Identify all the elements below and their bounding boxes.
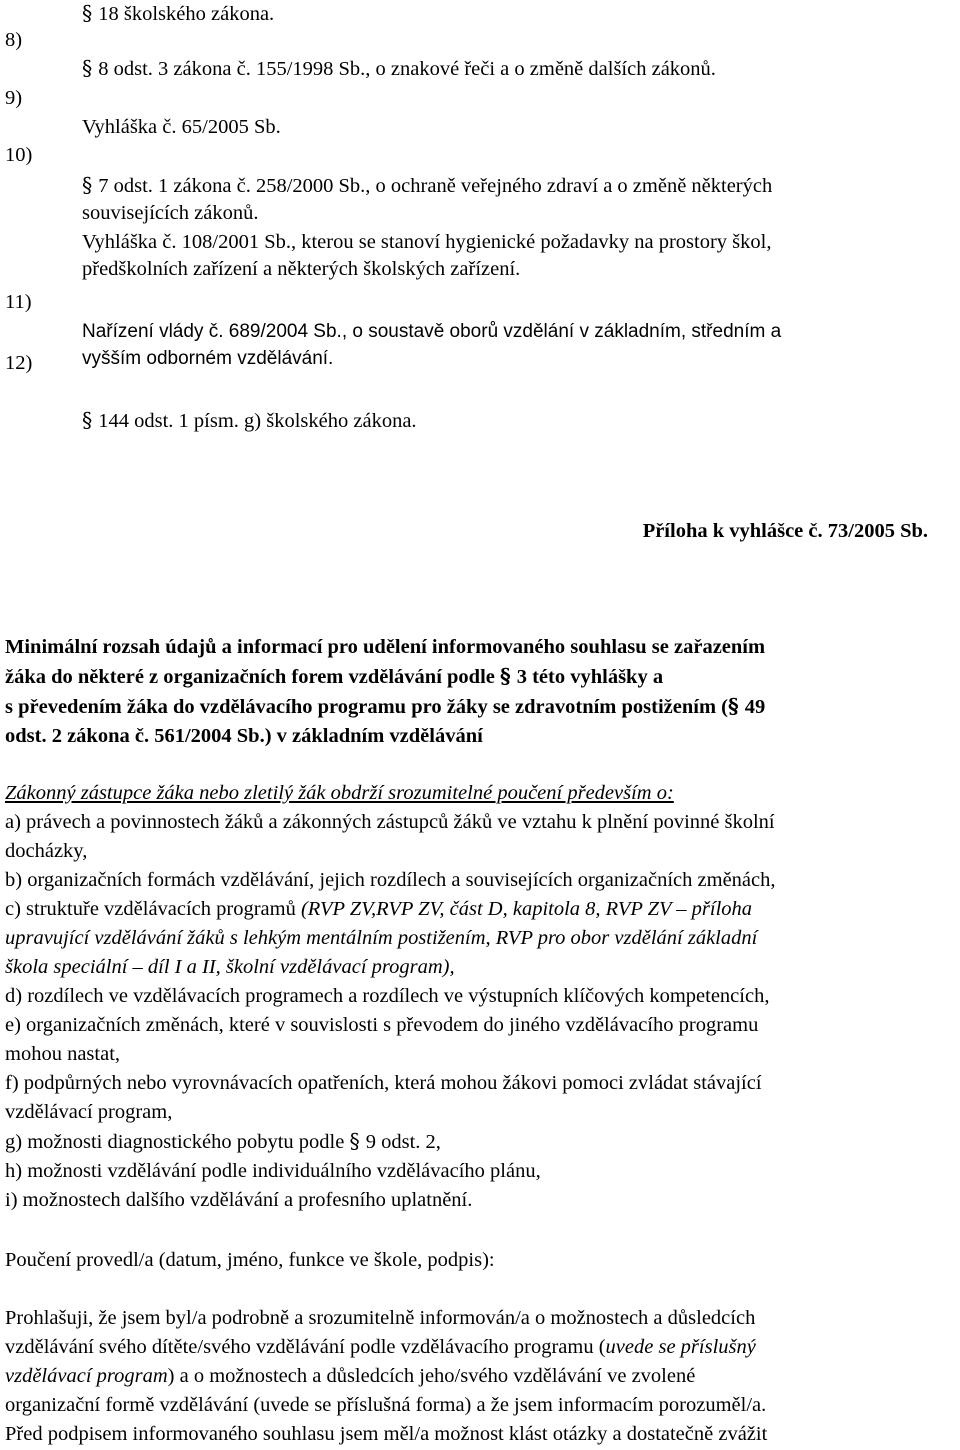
footnote-9: Vyhláška č. 65/2005 Sb. (82, 116, 281, 138)
annex-heading: Minimální rozsah údajů a informací pro udělení informovaného souhlasu se zařazením žáka do některé z organizačních forem vzdělávání podle § 3 této vyhlášky a s převedením žáka do vzdělávacího programu pro žáky se zdravotním postižením (§ 49 odst. 2 zákona č. 561/2004 Sb.) v základním vzdělávání (5, 636, 766, 747)
footnote-number-11: 11) (5, 291, 32, 313)
footnote-12: § 144 odst. 1 písm. g) školského zákona. (82, 408, 417, 432)
declaration: Prohlašuji, že jsem byl/a podrobně a srozumitelně informován/a o možnostech a důsledcích vzdělávání svého dítěte/svého vzdělávání podle vzdělávacího programu (uvede se příslušný vzdělávací program) a o možnostech a důsledcích jeho/svého vzdělávání ve zvolené organizační formě vzdělávání (uvede se příslušná forma) a že jsem informacím porozuměl/a. Před podpisem informovaného souhlasu jsem měl/a možnost klást otázky a dostatečně zvážit (5, 1307, 768, 1445)
intro-text: Zákonný zástupce žáka nebo zletilý žák obdrží srozumitelné poučení především o: (5, 782, 674, 804)
footnote-11: Nařízení vlády č. 689/2004 Sb., o soustavě oborů vzdělání v základním, středním a vyšším odborném vzdělávání. (82, 321, 782, 369)
section-sign: § (82, 56, 93, 80)
footnote-number-8: 8) (5, 29, 23, 51)
footnote-number-10: 10) (5, 144, 33, 166)
list-item-b: b) organizačních formách vzdělávání, jejich rozdílech a souvisejících organizačních změnách, (5, 869, 776, 891)
list-item-d: d) rozdílech ve vzdělávacích programech a rozdílech ve výstupních klíčových kompetencích, (5, 985, 770, 1007)
list-item-a: a) právech a povinnostech žáků a zákonných zástupců žáků ve vztahu k plnění povinné školní (5, 811, 775, 833)
list-item-h: h) možnosti vzdělávání podle individuálního vzdělávacího plánu, (5, 1160, 541, 1182)
section-sign: § (727, 694, 739, 718)
footnote-10b: Vyhláška č. 108/2001 Sb., kterou se stanoví hygienické požadavky na prostory škol, předškolních zařízení a některých školských zařízení. (82, 231, 772, 280)
list-item-e: e) organizačních změnách, které v souvislosti s převodem do jiného vzdělávacího programu (5, 1014, 759, 1036)
section-sign: § (82, 408, 93, 432)
section-sign: § (349, 1129, 360, 1153)
footnote-number-9: 9) (5, 87, 23, 109)
list-item-c: c) struktuře vzdělávacích programů (RVP ZV,RVP ZV, část D, kapitola 8, RVP ZV – příloha (5, 898, 753, 920)
footnote-10: § 7 odst. 1 zákona č. 258/2000 Sb., o ochraně veřejného zdraví a o změně některých souvisejících zákonů. (82, 173, 773, 224)
footnote-7-tail: § 18 školského zákona. (82, 1, 275, 25)
annex-title: Příloha k vyhlášce č. 73/2005 Sb. (642, 520, 928, 542)
list-item-i: i) možnostech dalšího vzdělávání a profesního uplatnění. (5, 1189, 473, 1211)
list-item-g: g) možnosti diagnostického pobytu podle § 9 odst. 2, (5, 1127, 955, 1157)
section-sign: § (82, 1, 93, 25)
list-item-f: f) podpůrných nebo vyrovnávacích opatřeních, která mohou žákovi pomoci zvládat stávající (5, 1072, 762, 1094)
footnote-8: § 8 odst. 3 zákona č. 155/1998 Sb., o znakové řeči a o změně dalších zákonů. (82, 56, 716, 80)
instruction-line: Poučení provedl/a (datum, jméno, funkce ve škole, podpis): (5, 1249, 495, 1271)
section-sign: § (499, 664, 511, 688)
footnote-number-12: 12) (5, 352, 33, 374)
information-list: Zákonný zástupce žáka nebo zletilý žák obdrží srozumitelné poučení především o: a) právech a povinnostech žáků a zákonných zástupců žáků ve vztahu k plnění povinné školní docházky, b) organizačních formách vzdělávání, jejich rozdílech a souvisejících organizačních změnách, c) struktuře vzdělávacích programů (RVP ZV,RVP ZV, část D, kapitola 8, RVP ZV – příloha upravující vzdělávání žáků s lehkým mentálním postižením, RVP pro obor vzdělání základní škola speciální – díl I a II, školní vzdělávací program), d) rozdílech ve vzdělávacích programech a rozdílech ve výstupních klíčových kompetencích, e) organizačních změnách, které v souvislosti s převodem do jiného vzdělávacího programu mohou nastat, f) podpůrných nebo vyrovnávacích opatřeních, která mohou žákovi pomoci zvládat stávající vzdělávací program, g) možnosti diagnostického pobytu podle § 9 odst. 2, h) možnosti vzdělávání podle individuálního vzdělávacího plánu, i) možnostech dalšího vzdělávání a profesního uplatnění. (5, 779, 955, 1215)
section-sign: § (82, 173, 93, 197)
